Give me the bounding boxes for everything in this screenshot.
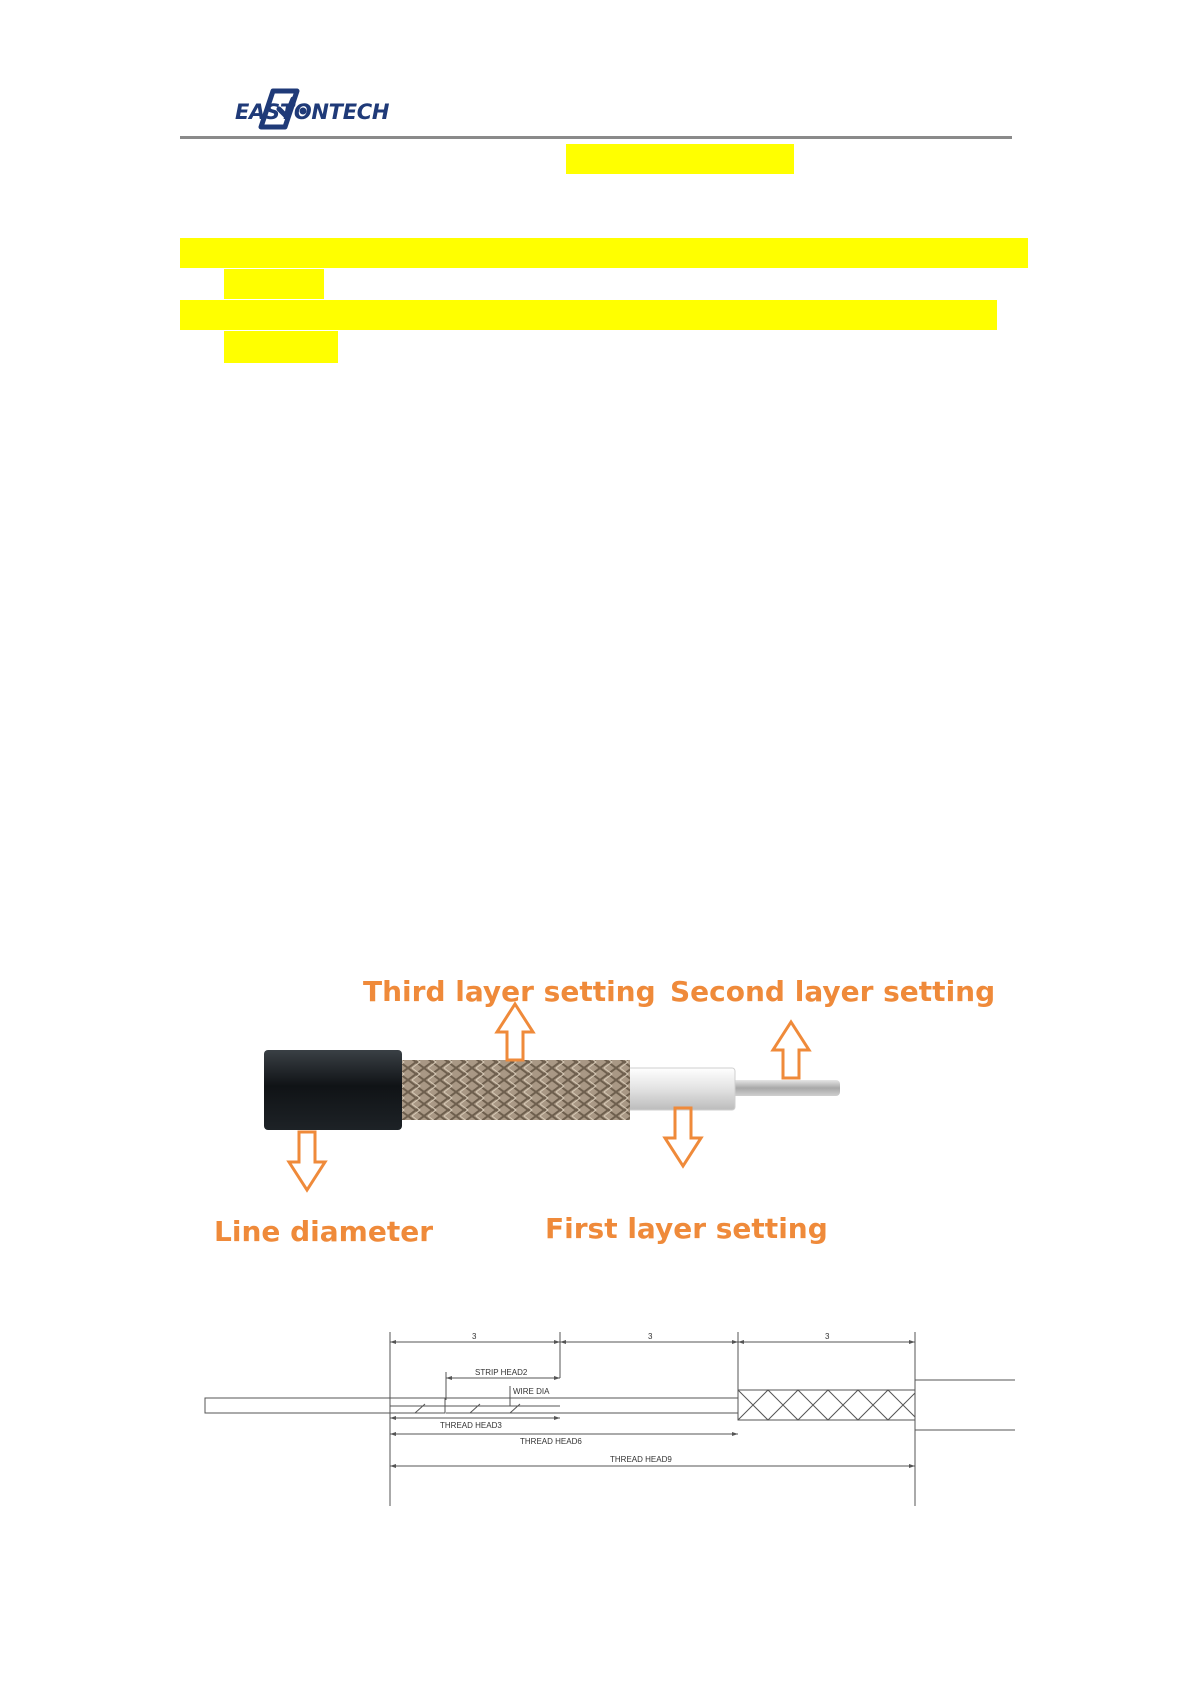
- strip-head-label: STRIP HEAD2: [475, 1368, 528, 1377]
- label-first-layer: First layer setting: [545, 1212, 828, 1245]
- wire-dia-label: WIRE DIA: [513, 1387, 550, 1396]
- highlight-bar: [180, 238, 1028, 268]
- strip-dimension-drawing: [200, 1330, 1015, 1510]
- highlight-bar: [224, 331, 338, 363]
- highlight-bar: [566, 144, 794, 174]
- dim-label-3: 3: [825, 1332, 830, 1341]
- header-divider: [180, 136, 1012, 139]
- thread-head6-label: THREAD HEAD6: [520, 1437, 582, 1446]
- dim-label-2: 3: [648, 1332, 653, 1341]
- highlight-bar: [224, 269, 324, 299]
- label-line-diameter: Line diameter: [214, 1215, 433, 1248]
- label-third-layer: Third layer setting: [363, 975, 656, 1008]
- brand-name: EASTONTECH: [235, 100, 390, 124]
- thread-head9-label: THREAD HEAD9: [610, 1455, 672, 1464]
- dim-label-1: 3: [472, 1332, 477, 1341]
- thread-head3-label: THREAD HEAD3: [440, 1421, 502, 1430]
- label-second-layer: Second layer setting: [670, 975, 996, 1008]
- cable-photo: [200, 960, 996, 1260]
- highlight-bar: [180, 300, 997, 330]
